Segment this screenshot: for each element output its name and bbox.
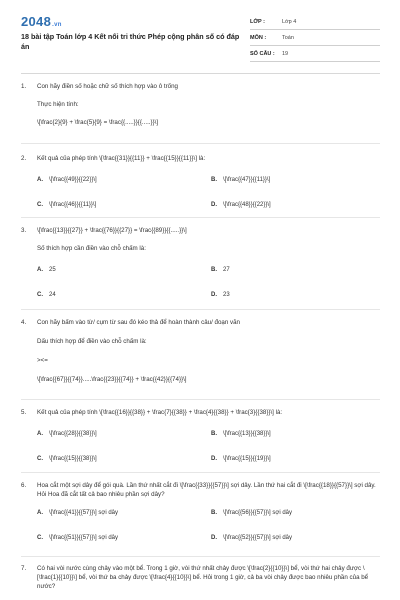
option-b[interactable]: B. \[\frac{{47}}{{11}}\] <box>211 177 271 183</box>
question-line: Dấu thích hợp để điền vào chỗ chấm là: <box>37 338 147 345</box>
question-line: Thực hiện tính: <box>37 101 79 108</box>
question-formula: \[\frac{{13}}{{27}} + \frac{{76}}{{27}} = \frac{{89}}{{.....}}\] <box>37 227 187 234</box>
answer-options <box>37 509 381 553</box>
info-key: MÔN : <box>250 34 267 41</box>
document-title: 18 bài tập Toán lớp 4 Kết nối tri thức Phép cộng phân số có đáp án <box>21 32 240 51</box>
question-line: Số thích hợp cần điền vào chỗ chấm là: <box>37 245 146 252</box>
question-divider <box>21 217 380 218</box>
question-number: 7. <box>21 565 27 572</box>
info-key: LỚP : <box>250 18 265 25</box>
question-formula: \[\frac{{67}}{{74}}.....\frac{{23}}{{74}} + \frac{{42}}{{74}}\] <box>37 376 187 383</box>
option-a[interactable]: A. 25 <box>37 267 56 273</box>
option-b[interactable]: B. \[\frac{{13}}{{38}}\] <box>211 431 271 437</box>
question-stem: Có hai vòi nước cùng chảy vào một bể. Trong 1 giờ, vòi thứ nhất chảy được \[\frac{2}{{10}}\] bể, vòi thứ hai chảy được \[\frac{1}{{10}}\] bể, vòi thứ ba chảy được \[\frac{4}{{10}}\] bể. Hỏi trong 1 giờ, cả ba vòi chảy được bao nhiêu phần của bể nước? <box>37 565 369 590</box>
question-number: 1. <box>21 83 27 90</box>
option-d[interactable]: D. \[\frac{{15}}{{19}}\] <box>211 456 271 462</box>
question-3 <box>21 226 381 310</box>
option-c[interactable]: C. 24 <box>37 292 56 298</box>
site-logo[interactable] <box>21 14 62 29</box>
question-stem: Con hãy điền số hoặc chữ số thích hợp vào ô trống <box>37 83 178 90</box>
info-box <box>250 14 380 62</box>
question-number: 5. <box>21 409 27 416</box>
info-key: SỐ CÂU : <box>250 50 275 57</box>
question-stem: Kết quả của phép tính \[\frac{{31}}{{11}} + \frac{{15}}{{11}}\] là: <box>37 155 206 162</box>
question-number: 3. <box>21 227 27 234</box>
info-row-count <box>250 46 380 62</box>
question-divider <box>21 399 380 400</box>
option-d[interactable]: D. 23 <box>211 292 230 298</box>
answer-options <box>37 266 381 310</box>
info-row-subject <box>250 30 380 46</box>
question-number: 6. <box>21 482 27 489</box>
info-row-class <box>250 14 380 30</box>
logo-text: 2048 <box>21 14 52 29</box>
answer-options <box>37 176 381 220</box>
question-6 <box>21 481 381 553</box>
info-value: Lớp 4 <box>282 18 297 25</box>
info-value: 19 <box>282 50 289 57</box>
question-2 <box>21 154 381 220</box>
question-number: 2. <box>21 155 27 162</box>
option-b[interactable]: B. 27 <box>211 267 230 273</box>
document-header <box>0 0 400 72</box>
answer-options <box>37 430 381 474</box>
option-d[interactable]: D. \[\frac{{52}}{{57}}\] sợi dây <box>211 535 292 541</box>
question-formula: \[\frac{2}{9} + \frac{5}{9} = \frac{{.....}}{{.....}}\] <box>37 119 159 126</box>
question-divider <box>21 556 380 557</box>
option-a[interactable]: A. \[\frac{{28}}{{38}}\] <box>37 431 97 437</box>
option-a[interactable]: A. \[\frac{{49}}{{22}}\] <box>37 177 97 183</box>
question-5 <box>21 408 381 474</box>
drag-choices[interactable]: ><= <box>37 357 48 364</box>
info-value: Toán <box>282 34 294 41</box>
question-divider <box>21 143 380 144</box>
option-c[interactable]: C. \[\frac{{15}}{{38}}\] <box>37 456 97 462</box>
option-d[interactable]: D. \[\frac{{48}}{{22}}\] <box>211 202 271 208</box>
question-1 <box>21 82 381 127</box>
question-4 <box>21 318 381 384</box>
question-stem: Hoa cắt một sợi dây để gói quà. Lần thứ nhất cắt đi \[\frac{{33}}{{57}}\] sợi dây. Lần thứ hai cắt đi \[\frac{{18}}{{57}}\] sợi dây. Hỏi Hoa đã cắt tất cả bao nhiêu phần sợi dây? <box>37 482 376 498</box>
question-stem: Con hãy bấm vào từ/ cụm từ sau đó kéo thả để hoàn thành câu/ đoạn văn <box>37 319 240 326</box>
header-divider <box>21 73 380 74</box>
question-divider <box>21 309 380 310</box>
option-c[interactable]: C. \[\frac{{46}}{{11}}\] <box>37 202 97 208</box>
option-a[interactable]: A. \[\frac{{41}}{{57}}\] sợi dây <box>37 510 118 516</box>
question-number: 4. <box>21 319 27 326</box>
logo-suffix: .vn <box>52 22 62 28</box>
question-divider <box>21 472 380 473</box>
option-b[interactable]: B. \[\frac{{56}}{{57}}\] sợi dây <box>211 510 292 516</box>
question-7 <box>21 564 381 591</box>
question-stem: Kết quả của phép tính \[\frac{{16}}{{38}} + \frac{7}{{38}} + \frac{4}{{38}} + \frac{3}{{38}}\] là: <box>37 409 283 416</box>
option-c[interactable]: C. \[\frac{{51}}{{57}}\] sợi dây <box>37 535 118 541</box>
